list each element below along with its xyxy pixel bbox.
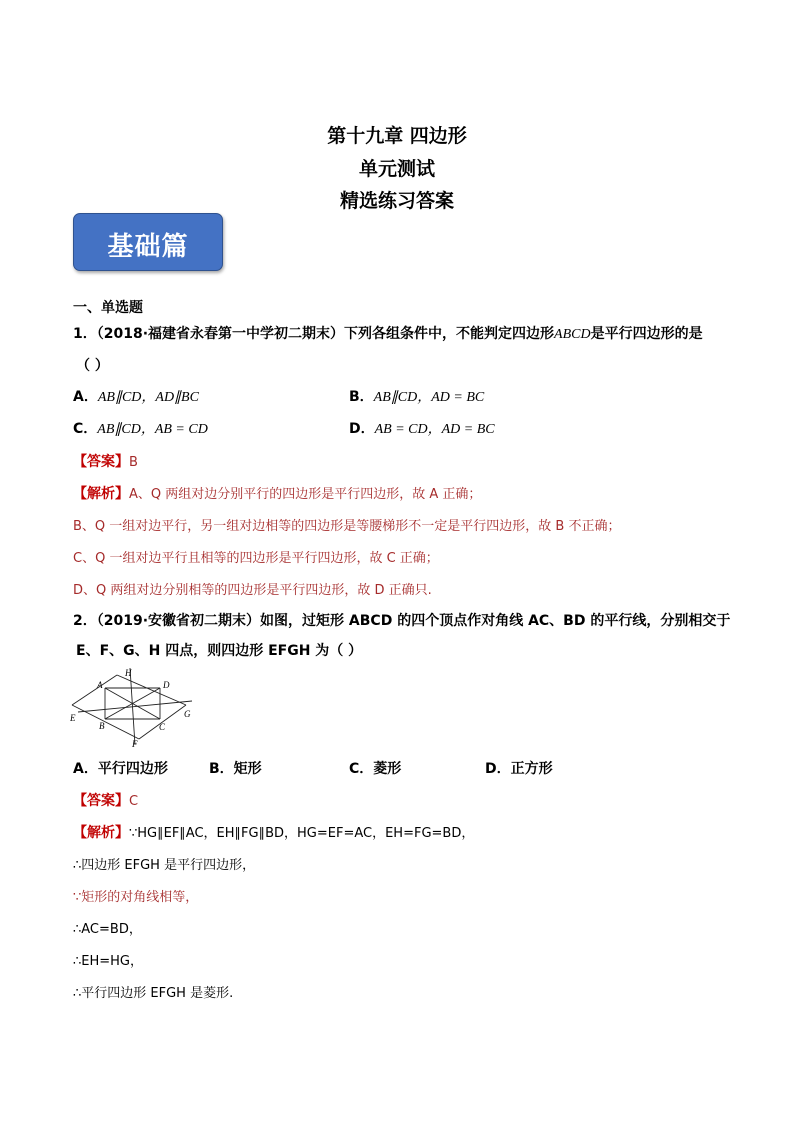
q1-option-letter: C． xyxy=(73,421,98,437)
figure-label-e: E xyxy=(70,713,76,723)
q2-number: 2． xyxy=(73,613,97,629)
section-badge-label: 基础篇 xyxy=(107,232,189,262)
q1-paren: （ ） xyxy=(76,358,109,374)
q1-source: （2018·福建省永春第一中学初二期末） xyxy=(96,326,345,342)
q2-analysis-text: ∵HG∥EF∥AC，EH∥FG∥BD，HG=EF=AC，EH=FG=BD， xyxy=(129,826,475,841)
q2-answer-value: C xyxy=(129,794,139,809)
q1-option-text: AB∥CD，AD = BC xyxy=(373,390,485,405)
figure-label-d: D xyxy=(163,680,170,690)
q2-option-c xyxy=(349,758,401,778)
figure-label-h: H xyxy=(125,668,132,678)
section-heading: 一、单选题 xyxy=(73,300,143,316)
q2-option-d xyxy=(485,758,553,778)
q2-answer-label: 【答案】 xyxy=(73,793,129,809)
q2-stem-line1: 如图，过矩形 ABCD 的四个顶点作对角线 AC、BD 的平行线，分别相交于 xyxy=(260,613,731,629)
q2-option-b xyxy=(209,758,262,778)
figure-line-ef xyxy=(72,705,139,739)
q1-option-letter: D． xyxy=(349,421,375,437)
figure-label-b: B xyxy=(99,721,105,731)
q2-source: （2019·安徽省初二期末） xyxy=(96,613,261,629)
q2-stem-line2: E、F、G、H 四点，则四边形 EFGH 为（ ） xyxy=(76,643,363,659)
q1-stem xyxy=(73,323,703,343)
page-title-line1: 第十九章 四边形 xyxy=(327,125,467,147)
q1-stem-a: 下列各组条件中，不能判定四边形 xyxy=(344,326,555,342)
q1-answer-label: 【答案】 xyxy=(73,454,129,470)
figure-line-eg xyxy=(78,701,192,712)
q2-answer xyxy=(73,790,138,810)
q1-answer-value: B xyxy=(129,455,138,470)
q2-option-a xyxy=(73,758,168,778)
q2-analysis-line: ∴EH=HG， xyxy=(73,954,144,969)
q2-option-letter: C． xyxy=(349,761,374,777)
figure-label-f: F xyxy=(132,739,138,749)
q2-analysis-line: ∴四边形 EFGH 是平行四边形， xyxy=(73,858,256,873)
q1-analysis-line: D、Q 两组对边分别相等的四边形是平行四边形，故 D 正确只. xyxy=(73,583,432,598)
q2-analysis-label: 【解析】 xyxy=(73,825,129,841)
q2-analysis-line: ∴AC=BD， xyxy=(73,922,142,937)
q2-option-text: 平行四边形 xyxy=(97,761,168,777)
q1-analysis-line: C、Q 一组对边平行且相等的四边形是平行四边形，故 C 正确； xyxy=(73,551,439,566)
q1-stem-math: ABCD xyxy=(554,327,591,342)
q1-analysis-line xyxy=(73,483,481,503)
q2-stem xyxy=(73,610,730,630)
figure-label-a: A xyxy=(97,680,103,690)
figure-label-c: C xyxy=(159,722,166,732)
q1-number: 1． xyxy=(73,326,97,342)
figure-line-he xyxy=(72,675,117,705)
q2-figure xyxy=(70,665,200,750)
q1-stem-b: 是平行四边形的是 xyxy=(590,326,703,342)
q1-option-d xyxy=(349,418,495,438)
figure-label-g: G xyxy=(184,709,191,719)
q1-analysis-label: 【解析】 xyxy=(73,486,129,502)
section-badge xyxy=(73,213,223,271)
q2-option-text: 正方形 xyxy=(510,761,553,777)
q1-option-text: AB∥CD，AB = CD xyxy=(97,422,208,437)
q1-option-letter: B． xyxy=(349,389,374,405)
q2-analysis-line: ∵矩形的对角线相等， xyxy=(73,890,199,905)
q2-analysis-line xyxy=(73,822,474,842)
q2-analysis-line: ∴平行四边形 EFGH 是菱形. xyxy=(73,986,234,1001)
q2-option-text: 菱形 xyxy=(373,761,402,777)
q2-option-letter: B． xyxy=(209,761,234,777)
q1-option-text: AB = CD，AD = BC xyxy=(374,422,495,437)
q1-option-text: AB∥CD，AD∥BC xyxy=(97,390,199,405)
q2-option-letter: D． xyxy=(485,761,511,777)
q1-analysis-text: A、Q 两组对边分别平行的四边形是平行四边形，故 A 正确； xyxy=(129,487,482,502)
q1-option-a xyxy=(73,386,199,406)
q1-analysis-line: B、Q 一组对边平行，另一组对边相等的四边形是等腰梯形不一定是平行四边形，故 B 不正确； xyxy=(73,519,621,534)
q1-option-letter: A． xyxy=(73,389,98,405)
q1-option-c xyxy=(73,418,208,438)
page-title-line3: 精选练习答案 xyxy=(339,190,454,212)
page-title-line2: 单元测试 xyxy=(358,158,435,180)
q2-option-letter: A． xyxy=(73,761,98,777)
q1-option-b xyxy=(349,386,484,406)
q1-answer xyxy=(73,451,138,471)
q2-option-text: 矩形 xyxy=(233,761,262,777)
